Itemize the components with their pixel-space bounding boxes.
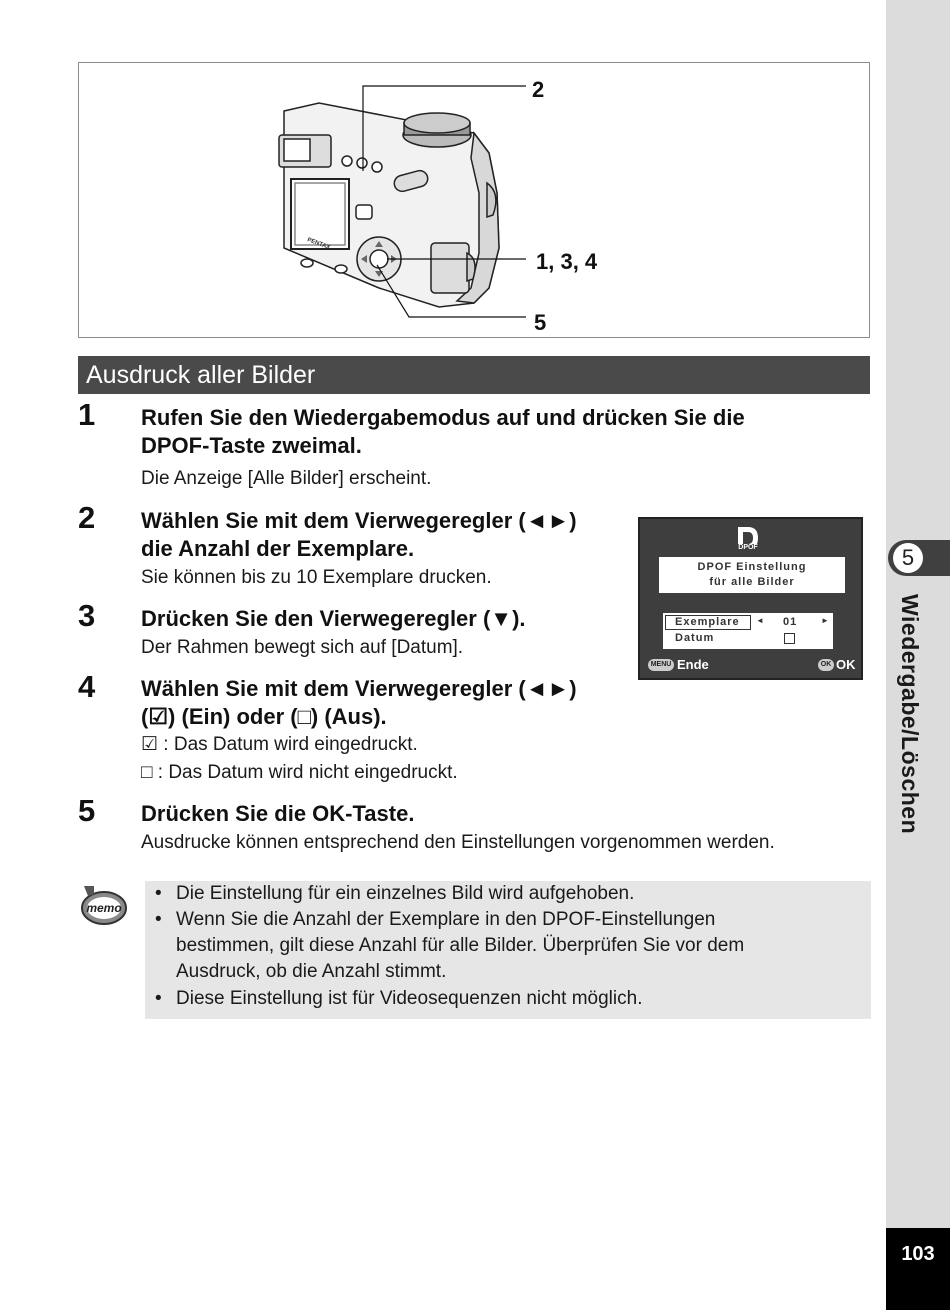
callout-5: 5 bbox=[534, 310, 547, 335]
page-number: 103 bbox=[886, 1228, 950, 1310]
memo-item-2-line-3: Ausdruck, ob die Anzahl stimmt. bbox=[176, 961, 447, 982]
callout-2: 2 bbox=[532, 77, 545, 102]
step-3-title-line-1: Drücken Sie den Vierwegeregler (▼). bbox=[141, 606, 526, 631]
lcd-ok-label: OK bbox=[836, 657, 856, 672]
lcd-title-line-2: für alle Bilder bbox=[709, 576, 795, 588]
lcd-menu-label: Ende bbox=[677, 657, 709, 672]
step-2-number: 2 bbox=[78, 500, 96, 535]
chapter-number: 5 bbox=[893, 543, 923, 573]
arrow-right-icon: ► bbox=[821, 616, 830, 625]
step-2-title-line-2: die Anzahl der Exemplare. bbox=[141, 536, 415, 561]
step-5-number: 5 bbox=[78, 793, 96, 828]
step-5-title-line-1: Drücken Sie die OK-Taste. bbox=[141, 801, 415, 826]
step-2-body: Sie können bis zu 10 Exemplare drucken. bbox=[141, 567, 492, 588]
section-header: Ausdruck aller Bilder bbox=[78, 356, 870, 394]
dpof-icon bbox=[734, 524, 762, 552]
memo-icon bbox=[80, 882, 128, 928]
step-4-title-line-2: (☑) (Ein) oder (□) (Aus). bbox=[141, 704, 387, 729]
step-4-title-line-1: Wählen Sie mit dem Vierwegeregler (◄►) bbox=[141, 676, 577, 701]
date-checkbox[interactable] bbox=[784, 633, 795, 644]
lcd-ok-key bbox=[818, 659, 834, 671]
lcd-settings-panel bbox=[663, 613, 833, 649]
arrow-left-icon: ◄ bbox=[756, 616, 765, 625]
memo-item-3: Diese Einstellung ist für Videosequenzen nicht möglich. bbox=[176, 988, 643, 1009]
lcd-screen bbox=[638, 517, 863, 680]
lcd-menu-key bbox=[648, 659, 674, 671]
camera-brand-label: PENTAX bbox=[306, 237, 331, 252]
step-1-body: Die Anzeige [Alle Bilder] erscheint. bbox=[141, 468, 432, 489]
step-4-body-line-1: ☑ : Das Datum wird eingedruckt. bbox=[141, 734, 418, 755]
memo-item-1: Die Einstellung für ein einzelnes Bild wird aufgehoben. bbox=[176, 883, 635, 904]
lcd-title bbox=[659, 557, 845, 593]
ok-key-label: OK bbox=[820, 661, 832, 668]
step-4-number: 4 bbox=[78, 669, 96, 704]
step-1-number: 1 bbox=[78, 397, 96, 432]
step-2-title-line-1: Wählen Sie mit dem Vierwegeregler (◄►) bbox=[141, 508, 577, 533]
menu-key-label: MENU bbox=[650, 661, 672, 668]
memo-icon-label: memo bbox=[86, 901, 122, 915]
chapter-tab bbox=[888, 540, 950, 576]
dpof-icon-label: DPOF bbox=[734, 544, 762, 551]
chapter-title: Wiedergabe/Löschen bbox=[897, 594, 923, 835]
copies-label: Exemplare bbox=[675, 616, 740, 628]
memo-item-2-line-1: Wenn Sie die Anzahl der Exemplare in den DPOF-Einstellungen bbox=[176, 909, 716, 930]
memo-item-2-line-2: bestimmen, gilt diese Anzahl für alle Bilder. Überprüfen Sie vor dem bbox=[176, 935, 745, 956]
date-label: Datum bbox=[675, 632, 715, 644]
memo-bullet-3: • bbox=[155, 988, 162, 1009]
step-5-body: Ausdrucke können entsprechend den Einstellungen vorgenommen werden. bbox=[141, 832, 775, 853]
step-3-number: 3 bbox=[78, 598, 96, 633]
camera-body-icon bbox=[279, 103, 499, 307]
step-1-title-line-1: Rufen Sie den Wiedergabemodus auf und drücken Sie die bbox=[141, 405, 745, 430]
memo-bullet-1: • bbox=[155, 883, 162, 904]
step-1-title-line-2: DPOF-Taste zweimal. bbox=[141, 433, 362, 458]
step-4-body-line-2: □ : Das Datum wird nicht eingedruckt. bbox=[141, 762, 458, 783]
memo-bullet-2: • bbox=[155, 909, 162, 930]
camera-illustration bbox=[79, 63, 869, 337]
camera-illustration-box bbox=[78, 62, 870, 338]
copies-value[interactable]: 01 bbox=[783, 616, 798, 628]
callout-1-3-4: 1, 3, 4 bbox=[536, 249, 598, 274]
step-3-body: Der Rahmen bewegt sich auf [Datum]. bbox=[141, 637, 464, 658]
lcd-title-line-1: DPOF Einstellung bbox=[697, 561, 807, 573]
